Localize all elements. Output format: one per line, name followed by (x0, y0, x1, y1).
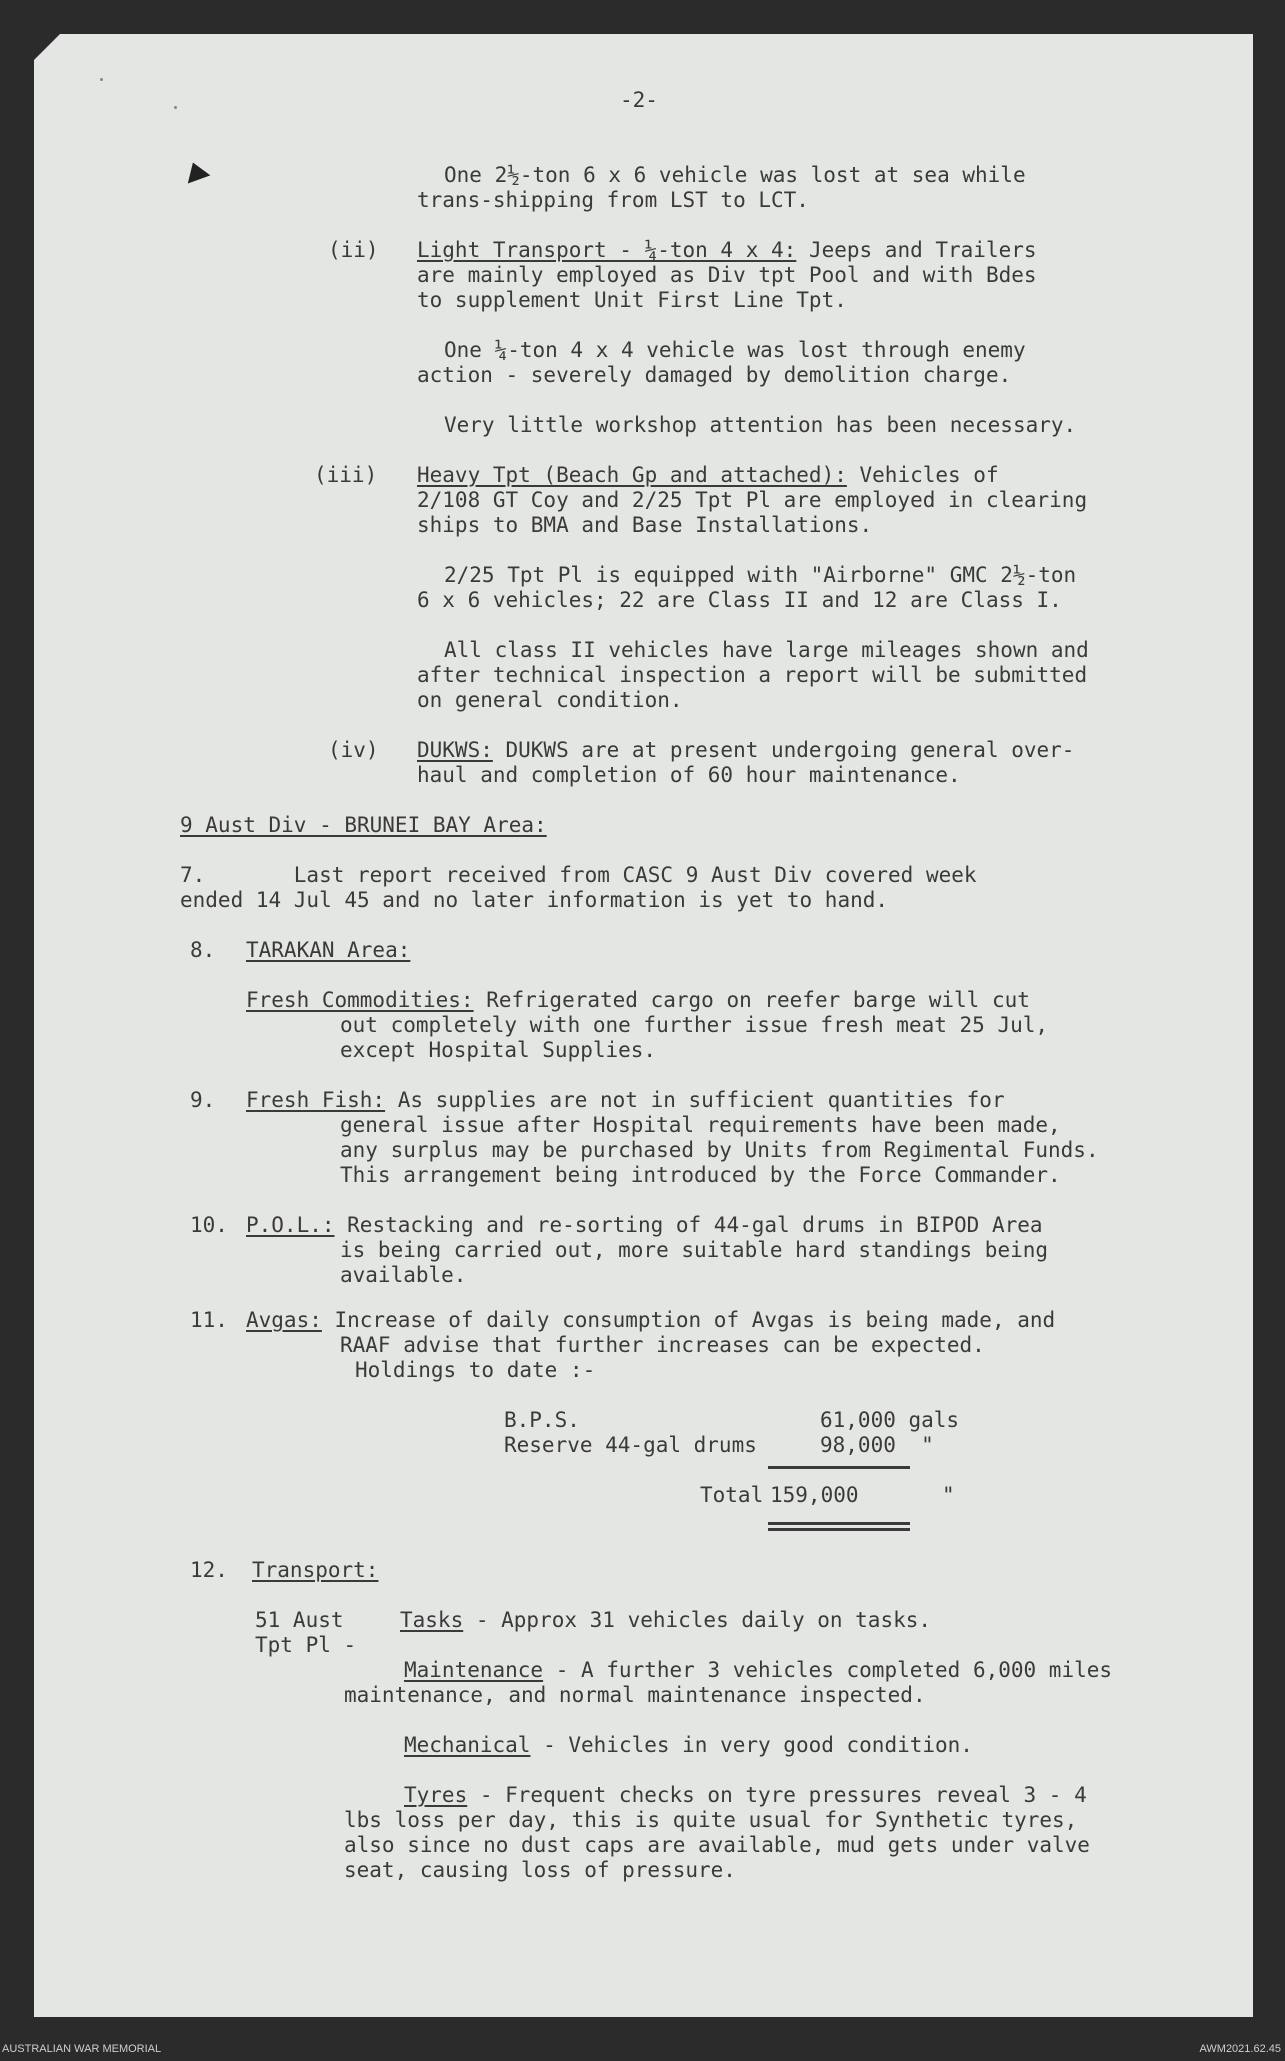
text-line: maintenance, and normal maintenance inspected. (344, 1683, 926, 1707)
text-line: RAAF advise that further increases can be expected. (340, 1333, 985, 1357)
text-line: lbs loss per day, this is quite usual for Synthetic tyres, (344, 1808, 1078, 1832)
text-line: seat, causing loss of pressure. (344, 1858, 736, 1882)
text-line: except Hospital Supplies. (340, 1038, 657, 1062)
subpara-heading: Maintenance (404, 1658, 544, 1682)
text-line: 2/25 Tpt Pl is equipped with "Airborne" GMC 2½-ton (444, 563, 1077, 587)
subpara-line (404, 1783, 1087, 1808)
subpara-heading: DUKWS: (417, 738, 493, 762)
text-line: One ¼-ton 4 x 4 vehicle was lost through enemy (444, 338, 1026, 362)
subpara-heading: Mechanical (404, 1733, 531, 1757)
subpara-line (404, 1658, 1112, 1683)
text-line: is being carried out, more suitable hard standings being (340, 1238, 1049, 1262)
para-line (246, 1213, 1043, 1238)
text-fragment: DUKWS are at present undergoing general over- (492, 738, 1075, 762)
text-line: Very little workshop attention has been necessary. (444, 413, 1077, 437)
paper-speck (174, 106, 177, 109)
subpara-heading: Light Transport - ¼-ton 4 x 4: (417, 238, 797, 262)
total-double-rule-top (768, 1522, 910, 1525)
text-line: general issue after Hospital requirements have been made, (340, 1113, 1061, 1137)
total-value: 159,000 (770, 1483, 859, 1507)
subpara-line (246, 988, 1030, 1013)
text-fragment: Jeeps and Trailers (796, 238, 1037, 262)
section-heading: 9 Aust Div - BRUNEI BAY Area: (180, 813, 547, 837)
unit-name: Tpt Pl - (255, 1633, 357, 1657)
total-double-rule-bottom (768, 1528, 910, 1531)
subpara-heading: Tyres (404, 1783, 468, 1807)
subpara-line (400, 1608, 931, 1633)
text-fragment: - Approx 31 vehicles daily on tasks. (463, 1608, 932, 1632)
text-fragment: As supplies are not in sufficient quantities for (385, 1088, 1005, 1112)
text-line: 6 x 6 vehicles; 22 are Class II and 12 are Class I. (417, 588, 1062, 612)
text-line: on general condition. (417, 688, 683, 712)
subpara-number: (ii) (328, 238, 379, 262)
subpara-line (417, 738, 1074, 763)
subpara-line (417, 463, 999, 488)
subtotal-rule (768, 1466, 910, 1469)
holdings-label: Reserve 44-gal drums (504, 1433, 757, 1457)
subpara-heading: Tasks (400, 1608, 464, 1632)
text-fragment: - A further 3 vehicles completed 6,000 miles (543, 1658, 1113, 1682)
text-line: ships to BMA and Base Installations. (417, 513, 873, 537)
text-line: One 2½-ton 6 x 6 vehicle was lost at sea while (444, 163, 1026, 187)
paper-speck (100, 78, 103, 81)
para-number: 10. (190, 1213, 228, 1237)
para-heading: Avgas: (246, 1308, 322, 1332)
text-line: action - severely damaged by demolition charge. (417, 363, 1012, 387)
footer-archive-name: AUSTRALIAN WAR MEMORIAL (2, 2043, 162, 2055)
para-line (246, 1088, 1005, 1113)
para-number: 12. (190, 1558, 228, 1582)
subpara-number: (iii) (314, 463, 378, 487)
para-heading: Transport: (252, 1558, 379, 1582)
text-line: after technical inspection a report will be submitted (417, 663, 1088, 687)
text-line: are mainly employed as Div tpt Pool and with Bdes (417, 263, 1037, 287)
unit-name: 51 Aust (255, 1608, 344, 1632)
text-line: out completely with one further issue fresh meat 25 Jul, (340, 1013, 1049, 1037)
text-line: also since no dust caps are available, mud gets under valve (344, 1833, 1090, 1857)
para-number: 8. (190, 938, 216, 962)
para-number: 11. (190, 1308, 228, 1332)
para-heading: P.O.L.: (246, 1213, 335, 1237)
para-number: 9. (190, 1088, 216, 1112)
total-ditto-mark: " (942, 1483, 955, 1507)
text-line: trans-shipping from LST to LCT. (417, 188, 809, 212)
text-line: available. (340, 1263, 467, 1287)
holdings-label: B.P.S. (504, 1408, 580, 1432)
footer-reference: AWM2021.62.45 (1199, 2043, 1281, 2055)
page-number: -2- (620, 88, 658, 112)
text-fragment: Vehicles of (846, 463, 999, 487)
subpara-number: (iv) (328, 738, 379, 762)
text-fragment: Refrigerated cargo on reefer barge will cut (473, 988, 1030, 1012)
subpara-heading: Fresh Commodities: (246, 988, 474, 1012)
text-line: haul and completion of 60 hour maintenance. (417, 763, 961, 787)
text-line: Holdings to date :- (355, 1358, 596, 1382)
subpara-line (417, 238, 1037, 263)
text-line: 2/108 GT Coy and 2/25 Tpt Pl are employed in clearing (417, 488, 1088, 512)
subpara-line (404, 1733, 973, 1758)
text-fragment: - Vehicles in very good condition. (530, 1733, 973, 1757)
text-fragment: - Frequent checks on tyre pressures reveal 3 - 4 (467, 1783, 1087, 1807)
torn-corner-mark (182, 158, 211, 183)
total-label: Total (700, 1483, 764, 1507)
para-heading: TARAKAN Area: (246, 938, 411, 962)
text-line: All class II vehicles have large mileages shown and (444, 638, 1089, 662)
text-line: any surplus may be purchased by Units from Regimental Funds. (340, 1138, 1099, 1162)
text-line: ended 14 Jul 45 and no later information is yet to hand. (180, 888, 889, 912)
holdings-value: 98,000 " (820, 1433, 934, 1457)
text-fragment: Restacking and re-sorting of 44-gal drums in BIPOD Area (334, 1213, 1043, 1237)
text-fragment: Increase of daily consumption of Avgas is being made, and (321, 1308, 1056, 1332)
holdings-value: 61,000 gals (820, 1408, 960, 1432)
text-line: 7. Last report received from CASC 9 Aust Div covered week (180, 863, 977, 887)
text-line: This arrangement being introduced by the Force Commander. (340, 1163, 1061, 1187)
subpara-heading: Heavy Tpt (Beach Gp and attached): (417, 463, 847, 487)
para-heading: Fresh Fish: (246, 1088, 386, 1112)
text-line: to supplement Unit First Line Tpt. (417, 288, 847, 312)
para-line (246, 1308, 1055, 1333)
